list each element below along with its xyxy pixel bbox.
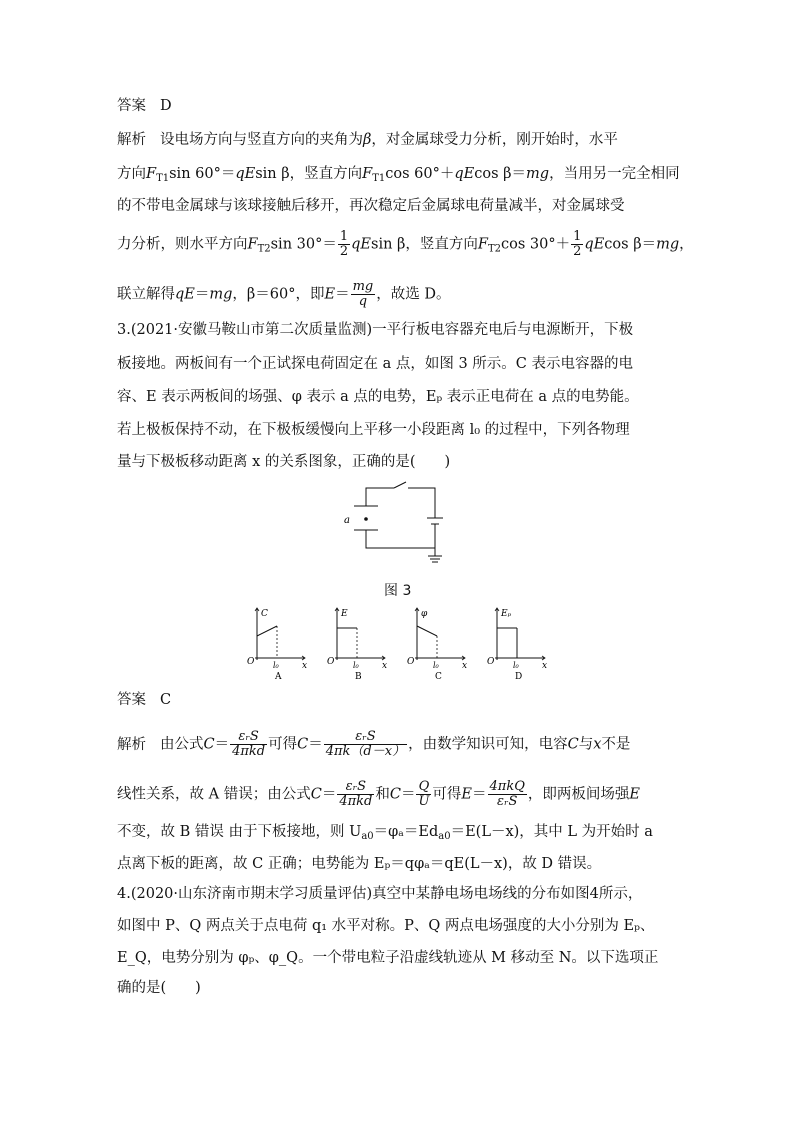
x-axis-label: x: [542, 661, 548, 671]
text: mg: [352, 279, 374, 294]
text: C: [567, 736, 579, 753]
text: ，竖直方向: [289, 166, 363, 182]
text: 4πkd: [232, 744, 266, 759]
text: ＝: [308, 736, 323, 753]
option-graphs: [245, 606, 555, 682]
text: T1: [372, 173, 386, 184]
text: ，: [679, 236, 694, 253]
q3-line-3: [117, 387, 639, 407]
text: 容、E 表示两板间的场强、φ 表示 a 点的电势，Eₚ 表示正电荷在 a 点的电势能。: [117, 389, 639, 405]
analysis1-line-5: [117, 280, 451, 309]
x-axis-label: x: [302, 661, 308, 671]
text: 和: [375, 786, 390, 803]
switch: [394, 482, 406, 488]
text: cos 30°＋: [501, 236, 571, 253]
text: sin β: [371, 236, 406, 253]
text: εᵣS: [496, 794, 518, 809]
text: ＝: [321, 786, 337, 803]
text: ，当用另一完全相同: [549, 166, 680, 182]
y-axis-label: C: [261, 609, 268, 619]
text: qE: [235, 166, 256, 182]
text: ，即两板间场强: [527, 786, 630, 803]
text: ＝: [472, 786, 487, 803]
graph-curve: [257, 626, 277, 636]
analysis-label: 解析: [117, 132, 146, 148]
text: 联立解得: [117, 286, 175, 303]
fraction: [351, 280, 376, 309]
text: 1: [573, 229, 582, 244]
text: T2: [487, 243, 502, 255]
analysis3-line-4: [117, 854, 601, 874]
text: ＝: [335, 286, 350, 303]
option-label: C: [435, 672, 442, 682]
text: C: [203, 736, 215, 753]
text: C: [310, 786, 322, 803]
text: C: [389, 786, 401, 803]
text: E: [324, 286, 336, 303]
q3-line-2: [117, 354, 633, 374]
tick-label: l₀: [353, 661, 359, 670]
point-label: a: [344, 515, 350, 526]
text: 确的是( ): [117, 980, 201, 996]
y-axis-label: Eₚ: [501, 609, 512, 619]
text: a0: [361, 831, 374, 842]
text: cos β＝: [474, 166, 527, 182]
q4-line-2: [117, 916, 654, 936]
q3-line-1: [117, 320, 633, 340]
answer-label: 答案: [117, 692, 146, 708]
text: β: [363, 132, 372, 148]
text: εᵣS: [324, 730, 407, 745]
x-axis-label: x: [382, 661, 388, 671]
y-axis-label: E: [341, 609, 348, 619]
text: 点离下板的距离，故 C 正确；电势能为 Eₚ＝qφₐ＝qE(L－x)，故 D 错误。: [117, 856, 602, 872]
tick-label: l₀: [273, 661, 279, 670]
analysis1-line-1: [117, 130, 618, 150]
text: qE: [175, 286, 195, 303]
text: 可得: [432, 786, 462, 803]
fraction: [571, 230, 583, 259]
fraction: [488, 780, 527, 809]
text: U: [418, 794, 430, 809]
tick-label: l₀: [433, 661, 439, 670]
text: cos β＝: [604, 236, 657, 253]
text: εᵣS: [230, 730, 267, 745]
text: 与: [578, 736, 594, 753]
fraction: [338, 230, 350, 259]
circuit-diagram: [340, 478, 460, 570]
text: 2: [573, 244, 582, 259]
text: sin 60°＝: [169, 166, 236, 182]
text: 可得: [268, 736, 298, 753]
y-axis-label: φ: [421, 609, 428, 619]
text: 不是: [601, 736, 631, 753]
q3-line-4: [117, 420, 630, 440]
text: x: [593, 736, 602, 753]
text: F: [146, 166, 157, 182]
text: 线性关系，故 A 错误；由公式: [117, 786, 311, 803]
text: ，β＝60°，即: [232, 286, 325, 303]
wire: [366, 524, 435, 548]
text: ，由数学知识可知，电容: [408, 736, 568, 753]
text: F: [477, 236, 488, 253]
text: sin 30°＝: [270, 236, 337, 253]
text: 2: [339, 244, 349, 259]
analysis1-line-2: [117, 164, 680, 189]
text: ＝φₐ＝Ed: [373, 824, 439, 840]
answer-line-3: [117, 690, 171, 710]
origin-label: O: [487, 657, 495, 667]
analysis1-line-4: [117, 230, 694, 260]
text: 4.(2020·山东济南市期末学习质量评估)真空中某静电场电场线的分布如图4所示，: [117, 886, 643, 902]
text: C: [297, 736, 309, 753]
text: F: [247, 236, 258, 253]
fraction: [324, 730, 407, 759]
text: 如图中 P、Q 两点关于点电荷 q₁ 水平对称。P、Q 两点电场强度的大小分别为 Eₚ、: [117, 918, 655, 934]
text: 量与下极板移动距离 x 的关系图象，正确的是( ): [117, 454, 451, 470]
origin-label: O: [407, 657, 415, 667]
text: 3.(2021·安徽马鞍山市第二次质量监测)一平行板电容器充电后与电源断开，下极: [117, 322, 634, 338]
wire: [366, 488, 394, 506]
text: ＝E(L－x)，其中 L 为开始时 a: [450, 824, 653, 840]
figure-caption: 图 3: [384, 583, 412, 599]
analysis-label: 解析: [117, 736, 146, 753]
analysis1-line-3: [117, 196, 625, 216]
text: Q: [416, 780, 431, 795]
q4-line-4: [117, 978, 201, 998]
fraction: [230, 730, 267, 759]
answer-value: D: [160, 98, 172, 114]
answer-value: C: [160, 692, 172, 708]
origin-label: O: [247, 657, 255, 667]
text: 1: [339, 229, 349, 244]
text: a0: [438, 831, 451, 842]
text: sin β: [255, 166, 290, 182]
text: qE: [454, 166, 475, 182]
analysis3-line-3: [117, 822, 653, 847]
text: F: [362, 166, 373, 182]
wire: [408, 488, 435, 518]
text: 由公式: [160, 736, 204, 753]
text: 不变，故 B 错误 由于下板接地，则 U: [117, 824, 362, 840]
option-label: D: [515, 672, 523, 682]
analysis3-line-1: [117, 730, 630, 759]
text: cos 60°＋: [385, 166, 455, 182]
text: 4πkd: [339, 794, 373, 809]
answer-line-1: [117, 96, 172, 116]
text: 板接地。两板间有一个正试探电荷固定在 a 点，如图 3 所示。C 表示电容器的电: [117, 356, 634, 372]
text: E_Q，电势分别为 φₚ、φ_Q。一个带电粒子沿虚线轨迹从 M 移动至 N。以下选项正: [117, 950, 659, 966]
text: εᵣS: [337, 780, 374, 795]
text: T1: [156, 173, 170, 184]
text: E: [461, 786, 472, 803]
text: mg: [526, 166, 550, 182]
graph-curve: [417, 626, 437, 636]
text: ＝: [400, 786, 416, 803]
option-label: B: [355, 672, 362, 682]
text: qE: [584, 236, 605, 253]
answer-label: 答案: [117, 98, 146, 114]
text: E: [629, 786, 640, 803]
q3-line-5: [117, 452, 450, 472]
text: ，故选 D。: [376, 286, 451, 303]
text: mg: [209, 286, 233, 303]
text: 设电场方向与竖直方向的夹角为: [160, 132, 363, 148]
text: qE: [351, 236, 371, 253]
charge-point: [364, 517, 368, 521]
q4-line-3: [117, 948, 658, 968]
fraction: [416, 780, 431, 809]
text: ＝: [214, 736, 230, 753]
text: ＝: [194, 286, 210, 303]
text: mg: [656, 236, 680, 253]
origin-label: O: [327, 657, 335, 667]
text: q: [358, 294, 368, 309]
text: ，竖直方向: [405, 236, 478, 253]
option-label: A: [275, 672, 282, 682]
text: 力分析，则水平方向: [117, 236, 248, 253]
text: T2: [257, 243, 271, 255]
tick-label: l₀: [513, 661, 519, 670]
text: 的不带电金属球与该球接触后移开，再次稳定后金属球电荷量减半，对金属球受: [117, 198, 625, 214]
text: 4πk（d－x）: [325, 744, 406, 759]
x-axis-label: x: [462, 661, 468, 671]
text: 4πkQ: [489, 779, 525, 794]
fraction: [337, 780, 374, 809]
text: ，对金属球受力分析，刚开始时，水平: [371, 132, 618, 148]
analysis3-line-2: [117, 780, 640, 809]
q4-line-1: [117, 884, 642, 904]
text: 方向: [117, 166, 146, 182]
text: 若上极板保持不动，在下极板缓慢向上平移一小段距离 l₀ 的过程中，下列各物理: [117, 422, 630, 438]
